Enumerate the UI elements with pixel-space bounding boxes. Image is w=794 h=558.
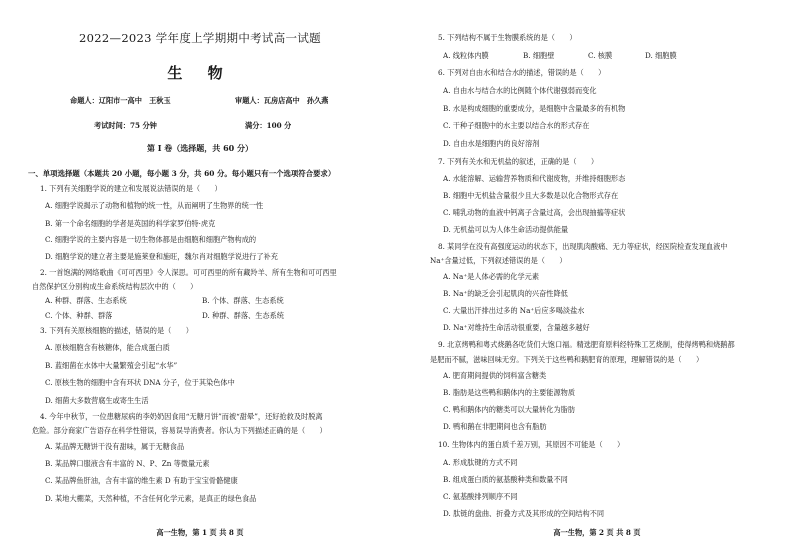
question-1-option-c: C. 细胞学说的主要内容是一切生物体都是由细胞和细胞产物构成的 xyxy=(45,235,257,244)
question-7-option-c: C. 哺乳动物的血液中钙离子含量过高，会出现抽搐等症状 xyxy=(443,208,626,217)
question-5-option-a: A. 线粒体内膜 xyxy=(443,51,489,60)
time-label: 考试时间：75 分钟 xyxy=(94,121,157,130)
question-4-option-a: A. 某品牌无糖饼干没有甜味，属于无糖食品 xyxy=(45,442,185,451)
question-9-option-a: A. 肥育期间提供的饲料富含糖类 xyxy=(443,371,547,380)
question-3-stem: 3. 下列有关原核细胞的描述，错误的是（ ） xyxy=(40,326,193,335)
question-2-option-c: C. 个体、种群、群落 xyxy=(45,311,113,320)
question-8-option-a: A. Na⁺是人体必需的化学元素 xyxy=(443,272,540,281)
question-9-stem-line1: 9. 北京烤鸭和粤式烧鹅各吃货们大饱口福。精选肥育原料经特殊工艺烧制，使得烤鸭和烧鹅都 xyxy=(438,340,735,349)
question-6-stem: 6. 下列对自由水和结合水的描述，错误的是（ ） xyxy=(438,68,606,77)
question-5-option-b: B. 细胞壁 xyxy=(523,51,555,60)
question-8-option-d: D. Na⁺对维持生命活动很重要，含量越多越好 xyxy=(443,323,590,332)
exam-title: 2022—2023 学年度上学期期中考试高一试题 xyxy=(79,31,321,45)
section-title: 第 Ⅰ 卷（选择题，共 60 分） xyxy=(146,143,253,153)
question-10-option-a: A. 形成肽键的方式不同 xyxy=(443,458,518,467)
author-label: 命题人：辽阳市一高中 王秋玉 xyxy=(70,96,171,105)
question-4-stem-line2: 危险。部分商家广告语存在科学性错误，容易误导消费者。你认为下列描述正确的是（ ） xyxy=(32,426,327,435)
question-2-stem-line2: 自然保护区分别构成生命系统结构层次中的（ ） xyxy=(32,282,198,291)
question-7-option-a: A. 水能溶解、运输营养物质和代谢废物，并维持细胞形态 xyxy=(443,174,626,183)
question-6-option-a: A. 自由水与结合水的比例随个体代谢强弱而变化 xyxy=(443,86,597,95)
question-4-option-b: B. 某品牌口服液含有丰富的 N、P、Zn 等微量元素 xyxy=(45,459,210,468)
question-4-stem-line1: 4. 今年中秋节，一位患糖尿病的李奶奶因食用“无糖月饼”而被“甜晕”，还好抢救及时脱离 xyxy=(40,412,323,421)
question-8-option-c: C. 大量出汗排出过多的 Na⁺后应多喝淡盐水 xyxy=(443,306,585,315)
question-1-option-b: B. 第一个命名细胞的学者是英国的科学家罗伯特·虎克 xyxy=(45,219,216,228)
question-7-option-b: B. 细胞中无机盐含量很少且大多数是以化合物形式存在 xyxy=(443,191,619,200)
question-8-option-b: B. Na⁺的缺乏会引起肌肉的兴奋性降低 xyxy=(443,289,568,298)
question-3-option-c: C. 原核生物的细胞中含有环状 DNA 分子，位于其染色体中 xyxy=(45,378,235,387)
page-footer-2: 高一生物，第 2 页 共 8 页 xyxy=(553,528,641,537)
question-6-option-d: D. 自由水是细胞内的良好溶剂 xyxy=(443,139,540,148)
question-10-option-c: C. 氨基酸排列顺序不同 xyxy=(443,492,518,501)
question-7-stem: 7. 下列有关水和无机盐的叙述，正确的是（ ） xyxy=(438,157,599,166)
question-5-option-d: D. 细胞膜 xyxy=(645,51,677,60)
question-3-option-a: A. 原核细胞含有核糖体，能合成蛋白质 xyxy=(45,343,170,352)
reviewer-label: 审题人：瓦房店高中 孙久燕 xyxy=(235,96,329,105)
question-4-option-d: D. 某地大棚菜，天然种植，不含任何化学元素，是真正的绿色食品 xyxy=(45,494,257,503)
question-7-option-d: D. 无机盐可以为人体生命活动提供能量 xyxy=(443,225,569,234)
section-instruction: 一、单项选择题（本题共 20 小题，每小题 3 分，共 60 分。每小题只有一个选项符合要求） xyxy=(28,169,336,178)
question-9-option-c: C. 鸭和鹅体内的糖类可以大量转化为脂肪 xyxy=(443,405,576,414)
question-6-option-b: B. 水是构成细胞的重要成分，是细胞中含量最多的有机物 xyxy=(443,104,626,113)
question-8-stem-line2: Na⁺含量过低，下列叙述错误的是（ ） xyxy=(430,256,567,265)
question-2-option-b: B. 个体、群落、生态系统 xyxy=(202,296,284,305)
question-1-option-a: A. 细胞学说揭示了动物和植物的统一性，从而阐明了生物界的统一性 xyxy=(45,201,264,210)
question-6-option-c: C. 干种子细胞中的水主要以结合水的形式存在 xyxy=(443,121,590,130)
question-2-option-d: D. 种群、群落、生态系统 xyxy=(202,311,284,320)
exam-page-2 xyxy=(400,0,794,558)
question-10-option-b: B. 组成蛋白质的氨基酸种类和数量不同 xyxy=(443,475,568,484)
question-10-option-d: D. 肽链的盘曲、折叠方式及其形成的空间结构不同 xyxy=(443,509,605,518)
subject-title: 生 物 xyxy=(167,64,233,82)
question-1-stem: 1. 下列有关细胞学说的建立和发展说法错误的是（ ） xyxy=(40,184,222,193)
score-label: 满分：100 分 xyxy=(245,121,292,130)
question-2-stem-line1: 2. 一首饱满的网络歌曲《可可西里》令人深思。可可西里的所有藏羚羊、所有生物和可可西里 xyxy=(40,268,337,277)
question-10-stem: 10. 生物体内的蛋白质千差万别，其原因不可能是（ ） xyxy=(438,440,625,449)
question-9-option-d: D. 鸭和鹅在非肥期间也含有脂肪 xyxy=(443,422,547,431)
page-footer-1: 高一生物，第 1 页 共 8 页 xyxy=(156,528,244,537)
question-3-option-d: D. 细菌大多数营腐生或寄生生活 xyxy=(45,396,149,405)
question-2-option-a: A. 种群、群落、生态系统 xyxy=(45,296,127,305)
question-1-option-d: D. 细胞学说的建立者主要是施莱登和施旺，魏尔肖对细胞学说进行了补充 xyxy=(45,252,278,261)
question-8-stem-line1: 8. 某同学在没有高强度运动的状态下，出现肌肉酸痛、无力等症状，经医院检查发现血液中 xyxy=(438,242,728,251)
question-9-stem-line2: 是肥而不腻，滋味回味无穷。下列关于这些鸭和鹅肥育的原理，理解错误的是（ ） xyxy=(430,355,704,364)
question-4-option-c: C. 某品牌鱼肝油，含有丰富的维生素 D 有助于宝宝骨骼健康 xyxy=(45,476,238,485)
question-5-option-c: C. 核膜 xyxy=(588,51,613,60)
question-3-option-b: B. 蓝细菌在水体中大量繁殖会引起“水华” xyxy=(45,361,178,370)
question-9-option-b: B. 脂肪是这些鸭和鹅体内的主要能源物质 xyxy=(443,388,576,397)
question-5-stem: 5. 下列结构不属于生物膜系统的是（ ） xyxy=(438,33,577,42)
